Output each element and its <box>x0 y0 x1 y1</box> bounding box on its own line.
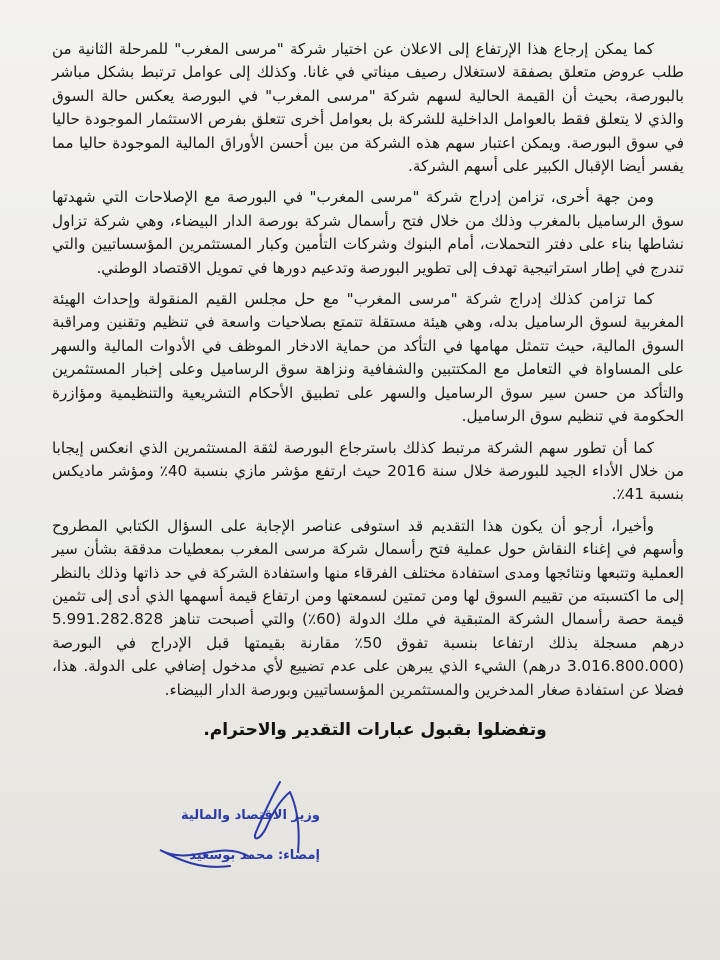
letter-body <box>52 38 684 710</box>
paragraph-3: كما تزامن كذلك إدراج شركة "مرسى المغرب" مع حل مجلس القيم المنقولة وإحداث الهيئة المغربية لسوق الرساميل بدله، وهي هيئة مستقلة تتمتع بصلاحيات واسعة في تنظيم وتقنين ومراقبة السوق المالية، حيث تتمثل مهامها في التأكد من حماية الادخار الموظف في الأدوات المالية والسهر على المساواة في التعامل مع المكتتبين والشفافية ونزاهة سوق الرساميل وعلى إخبار المستثمرين والتأكد من حسن سير سوق الرساميل والسهر على تطبيق الأحكام التشريعية والتنظيمية ومؤازرة الحكومة في تنظيم سوق الرساميل. <box>52 290 684 426</box>
signature-block <box>130 770 320 880</box>
closing-formula: وتفضلوا بقبول عبارات التقدير والاحترام. <box>203 720 547 740</box>
signatory-name: إمضاء: محمد بوسعيد <box>189 848 320 863</box>
signature-scribble <box>130 770 320 880</box>
paragraph-4: كما أن تطور سهم الشركة مرتبط كذلك باسترجاع البورصة لثقة المستثمرين الذي انعكس إيجابا من خلال الأداء الجيد للبورصة خلال سنة 2016 حيث ارتفع مؤشر مازي بنسبة 40٪ ومؤشر ماديكس بنسبة 41٪. <box>52 438 684 504</box>
paragraph-2: ومن جهة أخرى، تزامن إدراج شركة "مرسى المغرب" في البورصة مع الإصلاحات التي شهدتها سوق الرساميل بالمغرب وذلك من خلال فتح رأسمال شركة بورصة الدار البيضاء، وهي شركة تزاول نشاطها بناء على دفتر التحملات، أمام البنوك وشركات التأمين وكبار المستثمرين المؤسساتيين والتي تندرج في إطار استراتيجية تهدف إلى تطوير البورصة وتدعيم دورها في تمويل الاقتصاد الوطني. <box>52 188 684 277</box>
paragraph-5: وأخيرا، أرجو أن يكون هذا التقديم قد استوفى عناصر الإجابة على السؤال الكتابي المطروح وأسهم في إغناء النقاش حول عملية فتح رأسمال شركة مرسى المغرب بمعطيات مدققة بشأن سير العملية وتتبعها ونتائجها ومدى استفادة مختلف الفرقاء منها واستفادة الشركة في حد ذاتها وذلك بالنظر إلى ما اكتسبته من تقييم السوق لها ومن تمتين لسمعتها ومن ارتفاع قيمة أسهمها الذي أدى إلى تثمين قيمة حصة رأسمال الشركة المتبقية في ملك الدولة (60٪) والتي أصبحت تناهز 5.991.282.828 درهم مسجلة بذلك ارتفاعا بنسبة تفوق 50٪ مقارنة بقيمتها قبل الإدراج في البورصة (3.016.800.000 درهم) الشيء الذي يبرهن على عدم تضييع لأي مدخول إضافي على الدولة. هذا، فضلا عن استفادة صغار المدخرين والمستثمرين المؤسساتيين وبورصة الدار البيضاء. <box>52 516 685 699</box>
paragraph-1: كما يمكن إرجاع هذا الإرتفاع إلى الاعلان عن اختيار شركة "مرسى المغرب" للمرحلة الثانية من طلب عروض متعلق بصفقة لاستغلال رصيف ميناتي في غانا. وكذلك إلى عوامل ترتبط بشكل مباشر بالبورصة، بحيث أن القيمة الحالية لسهم شركة "مرسى المغرب" في البورصة يعكس حالة السوق والذي لا يتعلق فقط بالعوامل الداخلية للشركة بل بعوامل أخرى تتعلق بفرص الاستثمار الموجودة حاليا في سوق البورصة. ويمكن اعتبار سهم هذه الشركة من بين أحسن الأوراق المالية الموجودة حاليا مما يفسر أيضا الإقبال الكبير على أسهم الشركة. <box>52 40 684 176</box>
signatory-title: وزير الاقتصاد والمالية <box>181 808 320 823</box>
